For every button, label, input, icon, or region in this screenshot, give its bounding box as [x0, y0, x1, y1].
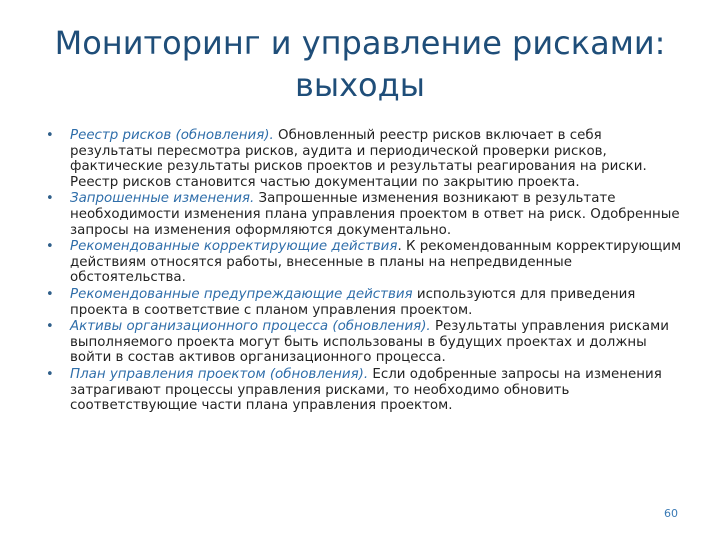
bullet-list	[46, 128, 686, 415]
bullet-item-risk-register	[46, 128, 686, 190]
bullet-item-preventive-actions	[46, 287, 686, 318]
bullet-dot-icon: •	[46, 366, 54, 382]
bullet-dot-icon: •	[46, 319, 54, 335]
bullet-text: Если одобренные запросы на изменения затрагивают процессы управления рисками, то необходимо обновить соответствующие части плана управления проектом.	[70, 366, 662, 414]
page-number: 60	[664, 507, 678, 520]
bullet-dot-icon: •	[46, 286, 54, 302]
slide-title: Мониторинг и управление рисками: выходы	[54, 24, 666, 104]
bullet-text: . К рекомендованным корректирующим действиям относятся работы, внесенные в планы на непредвиденные обстоятельства.	[70, 239, 682, 286]
bullet-item-corrective-actions	[46, 239, 686, 286]
bullet-term: План управления проектом (обновления).	[70, 366, 369, 382]
bullet-dot-icon: •	[46, 128, 54, 143]
bullet-text: Запрошенные изменения возникают в результате необходимости изменения плана управления проектом в ответ на риск. Одобренные запросы на изменения оформляются документально.	[70, 191, 680, 238]
bullet-dot-icon: •	[46, 239, 54, 255]
bullet-term: Активы организационного процесса (обновления).	[70, 319, 431, 335]
bullet-text: Результаты управления рисками выполняемого проекта могут быть использованы в будущих проектах и должны войти в состав активов организационного процесса.	[70, 319, 669, 366]
bullet-term: Запрошенные изменения.	[70, 191, 255, 207]
bullet-text: используются для приведения проекта в соответствие с планом управления проектом.	[70, 286, 636, 318]
bullet-term: Рекомендованные корректирующие действия	[70, 239, 398, 255]
bullet-item-project-plan	[46, 367, 686, 414]
bullet-text: Обновленный реестр рисков включает в себя результаты пересмотра рисков, аудита и периодической проверки рисков, фактические результаты рисков проектов и результаты реагирования на риски. Реестр рисков становится частью документации по закрытию проекта.	[70, 128, 647, 190]
bullet-term: Рекомендованные предупреждающие действия	[70, 286, 413, 302]
bullet-item-requested-changes	[46, 191, 686, 238]
bullet-item-process-assets	[46, 319, 686, 366]
bullet-dot-icon: •	[46, 191, 54, 207]
bullet-term: Реестр рисков (обновления).	[70, 128, 274, 143]
